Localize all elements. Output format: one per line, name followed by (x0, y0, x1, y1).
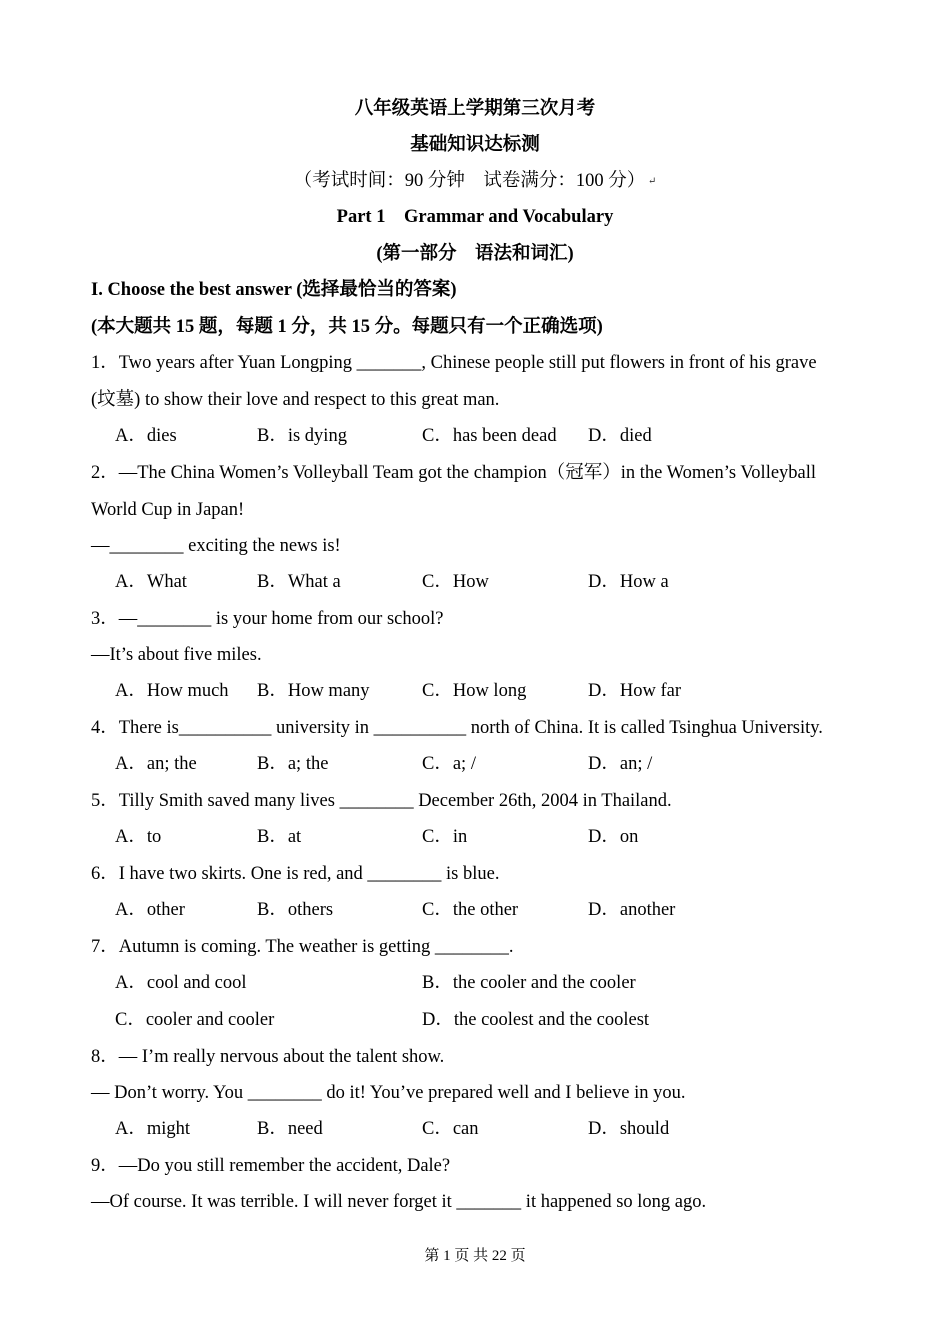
question-4-line-1: 4．There is__________ university in __________ north of China. It is called Tsinghua University. (91, 718, 823, 738)
question-6-line-1: 6．I have two skirts. One is red, and ________ is blue. (91, 864, 500, 884)
question-2-option-a: A．What (115, 572, 187, 592)
section-heading: I. Choose the best answer (选择最恰当的答案) (91, 280, 457, 300)
question-4-option-d: D．an; / (588, 754, 653, 774)
question-8-line-2: — Don’t worry. You ________ do it! You’ve prepared well and I believe in you. (91, 1083, 686, 1103)
question-7-line-1: 7．Autumn is coming. The weather is getting ________. (91, 937, 514, 957)
paragraph-mark-icon: ↵ (645, 175, 657, 187)
part-title: Part 1 Grammar and Vocabulary (336, 207, 614, 227)
question-5-option-c: C．in (422, 827, 468, 847)
question-4-option-a: A．an; the (115, 754, 197, 774)
question-2-option-d: D．How a (588, 572, 669, 592)
question-6-option-b: B．others (257, 900, 334, 920)
page-footer: 第 1 页 共 22 页 (424, 1248, 526, 1264)
section-instructions: (本大题共 15 题，每题 1 分，共 15 分。每题只有一个正确选项) (91, 317, 603, 337)
question-8-option-b: B．need (257, 1119, 323, 1139)
question-1-line-2: (坟墓) to show their love and respect to this great man. (91, 390, 500, 410)
question-8-line-1: 8．— I’m really nervous about the talent show. (91, 1047, 445, 1067)
question-3-option-d: D．How far (588, 681, 681, 701)
question-9-line-1: 9．—Do you still remember the accident, Dale? (91, 1156, 451, 1176)
question-6-option-d: D．another (588, 900, 676, 920)
question-4-option-c: C．a; / (422, 754, 476, 774)
question-9-line-2: —Of course. It was terrible. I will never forget it _______ it happened so long ago. (91, 1192, 707, 1212)
question-8-option-a: A．might (115, 1119, 191, 1139)
part-subtitle: (第一部分 语法和词汇) (376, 244, 574, 264)
question-5-option-b: B．at (257, 827, 302, 847)
question-6-option-c: C．the other (422, 900, 519, 920)
question-5-line-1: 5．Tilly Smith saved many lives ________ December 26th, 2004 in Thailand. (91, 791, 672, 811)
question-7-option-a: A．cool and cool (115, 973, 247, 993)
question-1-option-a: A．dies (115, 426, 177, 446)
question-6-option-a: A．other (115, 900, 185, 920)
question-3-option-c: C．How long (422, 681, 527, 701)
question-2-option-b: B．What a (257, 572, 341, 592)
question-1-option-c: C．has been dead (422, 426, 557, 446)
question-8-option-c: C．can (422, 1119, 479, 1139)
question-5-option-a: A．to (115, 827, 162, 847)
question-7-option-d: D．the coolest and the coolest (422, 1010, 650, 1030)
question-3-line-2: —It’s about five miles. (91, 645, 262, 665)
question-3-option-a: A．How much (115, 681, 229, 701)
question-2-line-1: 2．—The China Women’s Volleyball Team got the champion（冠军）in the Women’s Volleyball (91, 463, 817, 483)
question-3-option-b: B．How many (257, 681, 370, 701)
question-1-option-d: D．died (588, 426, 652, 446)
question-2-line-2: World Cup in Japan! (91, 500, 245, 520)
question-7-option-b: B．the cooler and the cooler (422, 973, 636, 993)
question-2-option-c: C．How (422, 572, 489, 592)
exam-subtitle: 基础知识达标测 (410, 135, 540, 155)
question-3-line-1: 3．—________ is your home from our school? (91, 609, 444, 629)
question-4-option-b: B．a; the (257, 754, 329, 774)
question-8-option-d: D．should (588, 1119, 670, 1139)
question-7-option-c: C．cooler and cooler (115, 1010, 275, 1030)
question-2-line-3: —________ exciting the news is! (91, 536, 341, 556)
question-1-line-1: 1．Two years after Yuan Longping _______, Chinese people still put flowers in front of his grave (91, 353, 817, 373)
exam-title: 八年级英语上学期第三次月考 (354, 99, 596, 119)
question-1-option-b: B．is dying (257, 426, 347, 446)
exam-info: （考试时间：90 分钟 试卷满分：100 分） ↵ (293, 171, 657, 191)
question-5-option-d: D．on (588, 827, 639, 847)
